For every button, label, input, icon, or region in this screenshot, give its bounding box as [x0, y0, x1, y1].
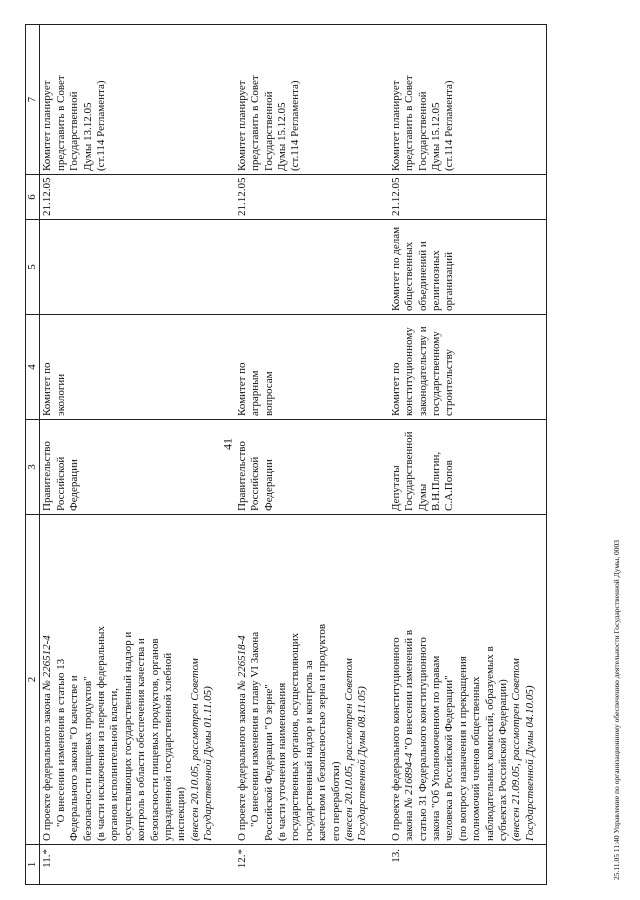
row-number-cell	[40, 845, 217, 885]
empty-cell	[538, 175, 547, 220]
date-cell	[389, 175, 538, 220]
description-line	[249, 518, 262, 841]
description-line	[55, 518, 68, 841]
description-line	[149, 518, 162, 841]
row-number: 12.*	[235, 849, 248, 869]
description-italic-text: (внесен 20.10.05, рассмотрен Советом	[188, 658, 201, 841]
description-line	[68, 518, 81, 841]
author-line: Федерации	[262, 459, 275, 511]
author-line: Российской	[54, 456, 67, 511]
committee-line: Комитет по	[389, 362, 402, 416]
committee-cell	[389, 315, 538, 420]
table-row	[389, 25, 538, 885]
empty-cell	[217, 420, 235, 515]
column-header-1: 1	[26, 845, 40, 885]
note-line: Государственной	[262, 91, 275, 171]
description-line	[162, 518, 175, 841]
note-cell	[235, 25, 371, 175]
description-text: (в части исключения из перечня федеральных	[95, 626, 108, 841]
description-text: наблюдательных комиссий, образуемых в	[483, 646, 496, 841]
description-line	[263, 518, 276, 841]
description-text: "О внесении изменений в	[403, 629, 416, 753]
co-committee-line: религиозных	[429, 250, 442, 311]
description-line	[108, 518, 121, 841]
committee-line: Комитет по	[41, 362, 54, 416]
co-committee-line: объединений и	[416, 241, 429, 311]
note-line: представить в Совет	[54, 75, 67, 171]
description-text: (по вопросу назначения и прекращения	[456, 656, 469, 841]
description-line	[95, 518, 108, 841]
table-bottom	[538, 25, 547, 885]
description-line	[497, 518, 510, 841]
author-cell	[235, 420, 371, 515]
footer-text: 25.11.05 11:40 Управление по организационному обеспечению деятельности Государственной Думы, 0003	[612, 540, 621, 880]
document-table	[25, 24, 547, 885]
description-line	[417, 518, 430, 841]
co-committee-line: Комитет по делам	[389, 226, 402, 311]
author-cell	[40, 420, 217, 515]
note-cell	[389, 25, 538, 175]
description-italic-text: Государственной Думы 04.10.05)	[523, 685, 536, 841]
bill-description-cell	[40, 515, 217, 845]
description-italic-text: № 216894-4	[403, 752, 416, 808]
description-text: (в части уточнения наименования	[275, 682, 288, 841]
description-italic-text: (внесен 21.09.05, рассмотрен Советом	[510, 658, 523, 841]
author-line: Депутаты	[389, 465, 402, 511]
date-value: 21.12.05	[389, 177, 402, 216]
note-line: Комитет планирует	[41, 80, 54, 171]
description-text: закона	[403, 807, 416, 841]
empty-cell	[217, 25, 235, 175]
author-cell	[389, 420, 538, 515]
description-text: О проекте федерального конституционного	[389, 637, 402, 841]
description-text: "О внесении изменения в главу VI Закона	[249, 631, 262, 827]
empty-cell	[371, 175, 389, 220]
committee-line: экологии	[54, 373, 67, 416]
document-table-container	[25, 25, 605, 885]
description-line	[316, 518, 329, 841]
description-line	[470, 518, 483, 841]
empty-cell	[538, 515, 547, 845]
author-line: В.Н.Плигин,	[429, 451, 442, 511]
description-line	[202, 518, 215, 841]
row-separator	[371, 25, 389, 885]
note-line: Думы 13.12.05	[81, 102, 94, 171]
empty-cell	[217, 845, 235, 885]
committee-line: Комитет по	[235, 362, 248, 416]
description-text: осуществляющих государственный надзор и	[121, 631, 134, 841]
column-header-7: 7	[26, 25, 40, 175]
author-line: Правительство	[235, 441, 248, 511]
description-line	[457, 518, 470, 841]
author-line: Федерации	[68, 459, 81, 511]
description-text: качеством и безопасностью зерна и продуктов	[316, 623, 329, 841]
description-italic-text: Государственной Думы 01.11.05)	[202, 686, 215, 841]
description-line	[510, 518, 523, 841]
co-committee-line: организаций	[443, 251, 456, 311]
row-number: 11.*	[41, 849, 54, 868]
description-line	[390, 518, 403, 841]
date-cell	[40, 175, 217, 220]
committee-line: вопросам	[262, 371, 275, 416]
note-line: (ст.114 Регламента)	[95, 80, 108, 171]
note-line: (ст.114 Регламента)	[289, 80, 302, 171]
description-line	[343, 518, 356, 841]
description-text: "О внесении изменения в статью 13	[54, 658, 67, 827]
description-line	[403, 518, 416, 841]
empty-cell	[538, 25, 547, 175]
co-committee-line: общественных	[403, 241, 416, 311]
description-text: безопасности пищевых продуктов, органов	[148, 638, 161, 841]
description-line	[524, 518, 537, 841]
description-text: Федерального закона "О качестве и	[68, 675, 81, 841]
description-line	[484, 518, 497, 841]
empty-cell	[217, 220, 235, 315]
description-text: государственных органов, осуществляющих	[289, 632, 302, 841]
description-line	[303, 518, 316, 841]
page-number: 41	[220, 438, 235, 450]
row-number-cell	[235, 845, 371, 885]
empty-cell	[217, 515, 235, 845]
empty-cell	[538, 220, 547, 315]
column-header-6: 6	[26, 175, 40, 220]
empty-cell	[371, 25, 389, 175]
author-line: Думы	[416, 483, 429, 511]
author-line: С.А.Попов	[443, 460, 456, 511]
co-committee-cell	[235, 220, 371, 315]
committee-line: государственному	[429, 331, 442, 416]
date-value: 21.12.05	[235, 177, 248, 216]
note-line: представить в Совет	[249, 75, 262, 171]
description-italic-text: № 226518-4	[235, 635, 248, 691]
description-line	[82, 518, 95, 841]
note-line: Государственной	[416, 91, 429, 171]
table-row	[235, 25, 371, 885]
description-text: органов исполнительной власти,	[108, 688, 121, 841]
empty-cell	[371, 845, 389, 885]
table-body	[40, 25, 547, 885]
note-line: (ст.114 Регламента)	[443, 80, 456, 171]
description-line	[276, 518, 289, 841]
column-header-3: 3	[26, 420, 40, 515]
empty-cell	[538, 315, 547, 420]
row-number-cell	[389, 845, 538, 885]
committee-cell	[235, 315, 371, 420]
description-italic-text: № 226512-4	[41, 635, 54, 691]
description-text: безопасности пищевых продуктов"	[81, 676, 94, 841]
empty-cell	[217, 175, 235, 220]
description-text: Российской Федерации "О зерне"	[262, 684, 275, 841]
description-line	[330, 518, 343, 841]
column-header-4: 4	[26, 315, 40, 420]
table-row	[40, 25, 217, 885]
description-text: закона "Об Уполномоченном по правам	[429, 655, 442, 841]
description-line	[236, 518, 249, 841]
description-italic-text: (внесен 20.10.05, рассмотрен Советом	[342, 658, 355, 841]
description-line	[175, 518, 188, 841]
committee-cell	[40, 315, 217, 420]
description-line	[443, 518, 456, 841]
note-line: Государственной	[68, 91, 81, 171]
note-line: Думы 15.12.05	[275, 102, 288, 171]
note-line: Комитет планирует	[389, 80, 402, 171]
co-committee-cell	[40, 220, 217, 315]
committee-line: строительству	[443, 349, 456, 416]
description-text: полномочий членов общественных	[470, 676, 483, 841]
description-line	[289, 518, 302, 841]
author-line: Правительство	[41, 441, 54, 511]
row-number: 13.	[389, 849, 402, 863]
description-text: статью 31 Федерального конституционного	[416, 637, 429, 841]
row-separator	[217, 25, 235, 885]
description-line	[430, 518, 443, 841]
bill-description-cell	[389, 515, 538, 845]
description-text: упраздненной государственной хлебной	[162, 652, 175, 841]
description-text: инспекции)	[175, 786, 188, 841]
description-line	[189, 518, 202, 841]
empty-cell	[538, 420, 547, 515]
committee-line: законодательству и	[416, 326, 429, 416]
date-cell	[235, 175, 371, 220]
empty-cell	[217, 315, 235, 420]
empty-cell	[371, 515, 389, 845]
author-line: Государственной	[403, 431, 416, 511]
description-line	[122, 518, 135, 841]
date-value: 21.12.05	[41, 177, 54, 216]
note-line: Думы 15.12.05	[429, 102, 442, 171]
description-italic-text: Государственной Думы 08.11.05)	[356, 686, 369, 841]
description-line	[356, 518, 369, 841]
description-text: его переработки)	[329, 761, 342, 841]
description-text: государственный надзор и контроль за	[302, 660, 315, 841]
empty-cell	[538, 845, 547, 885]
header-row	[26, 25, 40, 885]
description-text: контроль в области обеспечения качества и	[135, 638, 148, 841]
author-line: Российской	[249, 456, 262, 511]
description-text: человека в Российской Федерации"	[443, 675, 456, 841]
empty-cell	[371, 220, 389, 315]
description-line	[41, 518, 54, 841]
committee-line: конституционному	[403, 327, 416, 416]
description-text: О проекте федерального закона	[41, 690, 54, 841]
committee-line: аграрным	[249, 370, 262, 416]
bill-description-cell	[235, 515, 371, 845]
description-text: О проекте федерального закона	[235, 690, 248, 841]
description-line	[135, 518, 148, 841]
empty-cell	[371, 420, 389, 515]
description-text: субъектах Российской Федерации)	[497, 679, 509, 841]
note-line: Комитет планирует	[235, 80, 248, 171]
co-committee-cell	[389, 220, 538, 315]
column-header-2: 2	[26, 515, 40, 845]
empty-cell	[371, 315, 389, 420]
column-header-5: 5	[26, 220, 40, 315]
note-cell	[40, 25, 217, 175]
note-line: представить в Совет	[403, 75, 416, 171]
